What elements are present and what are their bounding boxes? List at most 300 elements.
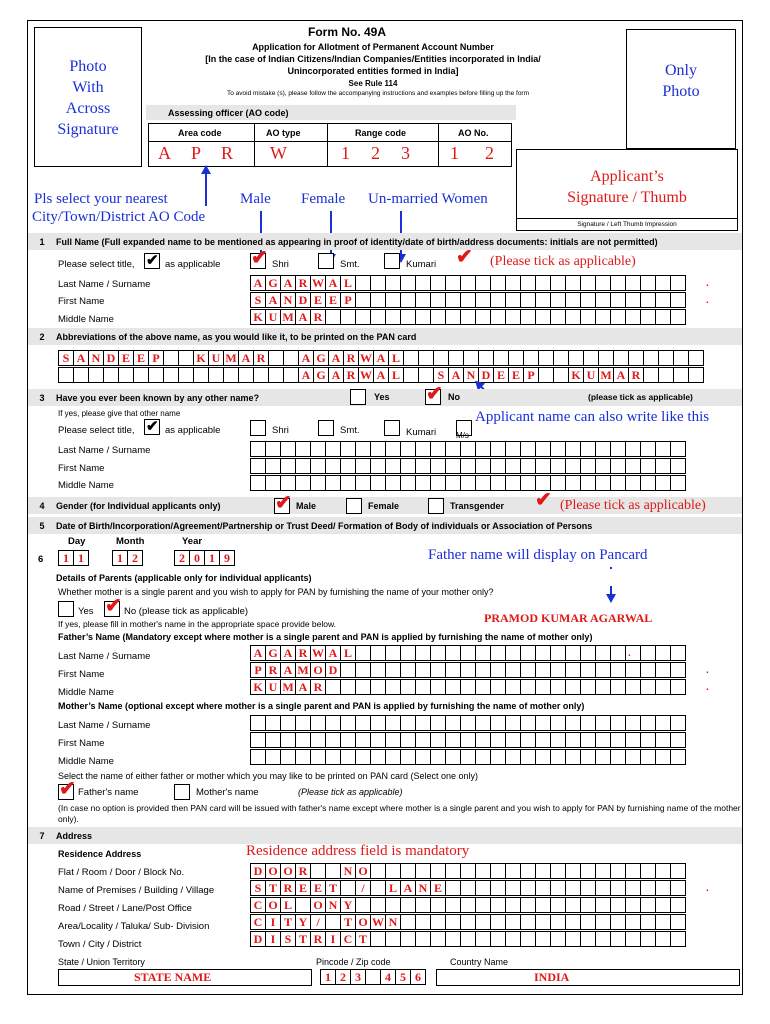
char-cell[interactable] — [565, 275, 581, 291]
char-cell[interactable] — [370, 645, 386, 661]
char-cell[interactable] — [490, 732, 506, 748]
char-cell[interactable]: L — [388, 350, 404, 366]
char-cell[interactable] — [475, 863, 491, 879]
char-cell[interactable] — [625, 458, 641, 474]
char-cell[interactable] — [415, 645, 431, 661]
char-cell[interactable] — [625, 715, 641, 731]
other-name-no-checkbox[interactable] — [425, 383, 443, 405]
char-cell[interactable]: A — [280, 662, 296, 678]
char-cell[interactable] — [415, 931, 431, 947]
father-last-name-cells[interactable] — [250, 645, 686, 661]
char-cell[interactable] — [658, 350, 674, 366]
char-cell[interactable] — [535, 679, 551, 695]
other-middle-name-cells[interactable] — [250, 475, 686, 491]
char-cell[interactable] — [475, 715, 491, 731]
char-cell[interactable]: P — [148, 350, 164, 366]
char-cell[interactable] — [625, 475, 641, 491]
char-cell[interactable] — [325, 309, 341, 325]
char-cell[interactable]: S — [250, 292, 266, 308]
char-cell[interactable] — [370, 275, 386, 291]
char-cell[interactable] — [178, 367, 194, 383]
char-cell[interactable] — [565, 475, 581, 491]
char-cell[interactable] — [598, 350, 614, 366]
char-cell[interactable] — [643, 350, 659, 366]
char-cell[interactable]: S — [58, 350, 74, 366]
char-cell[interactable] — [490, 292, 506, 308]
char-cell[interactable] — [418, 367, 434, 383]
char-cell[interactable] — [403, 367, 419, 383]
char-cell[interactable] — [280, 441, 296, 457]
char-cell[interactable] — [460, 309, 476, 325]
char-cell[interactable] — [475, 679, 491, 695]
char-cell[interactable]: A — [295, 309, 311, 325]
char-cell[interactable] — [550, 863, 566, 879]
char-cell[interactable] — [370, 458, 386, 474]
char-cell[interactable] — [523, 350, 539, 366]
char-cell[interactable]: T — [340, 914, 356, 930]
char-cell[interactable] — [550, 645, 566, 661]
flat-cells[interactable] — [250, 863, 686, 879]
char-cell[interactable] — [535, 749, 551, 765]
char-cell[interactable] — [505, 880, 521, 896]
char-cell[interactable] — [670, 679, 686, 695]
char-cell[interactable] — [430, 475, 446, 491]
char-cell[interactable]: A — [280, 275, 296, 291]
char-cell[interactable] — [268, 350, 284, 366]
char-cell[interactable] — [550, 715, 566, 731]
char-cell[interactable] — [415, 458, 431, 474]
char-cell[interactable] — [595, 880, 611, 896]
char-cell[interactable] — [400, 275, 416, 291]
char-cell[interactable] — [355, 897, 371, 913]
char-cell[interactable]: 1 — [73, 550, 89, 566]
last-name-cells[interactable] — [250, 275, 686, 291]
char-cell[interactable] — [640, 897, 656, 913]
char-cell[interactable] — [355, 679, 371, 695]
other-kumari-checkbox[interactable] — [384, 420, 400, 436]
char-cell[interactable] — [385, 749, 401, 765]
char-cell[interactable] — [445, 679, 461, 695]
char-cell[interactable]: I — [325, 931, 341, 947]
char-cell[interactable] — [655, 880, 671, 896]
char-cell[interactable] — [490, 309, 506, 325]
char-cell[interactable]: N — [88, 350, 104, 366]
char-cell[interactable] — [418, 350, 434, 366]
char-cell[interactable] — [640, 309, 656, 325]
char-cell[interactable] — [610, 475, 626, 491]
char-cell[interactable] — [430, 645, 446, 661]
char-cell[interactable] — [340, 880, 356, 896]
char-cell[interactable]: D — [250, 931, 266, 947]
char-cell[interactable]: M — [223, 350, 239, 366]
char-cell[interactable] — [640, 679, 656, 695]
char-cell[interactable] — [655, 662, 671, 678]
char-cell[interactable]: 3 — [350, 969, 366, 985]
char-cell[interactable]: T — [355, 931, 371, 947]
char-cell[interactable]: K — [250, 679, 266, 695]
char-cell[interactable] — [310, 441, 326, 457]
char-cell[interactable] — [640, 292, 656, 308]
char-cell[interactable] — [610, 897, 626, 913]
char-cell[interactable]: O — [280, 863, 296, 879]
char-cell[interactable] — [475, 645, 491, 661]
char-cell[interactable] — [640, 441, 656, 457]
char-cell[interactable] — [520, 749, 536, 765]
char-cell[interactable]: 1 — [204, 550, 220, 566]
char-cell[interactable] — [520, 914, 536, 930]
char-cell[interactable]: L — [385, 880, 401, 896]
char-cell[interactable] — [490, 662, 506, 678]
char-cell[interactable]: A — [328, 350, 344, 366]
char-cell[interactable] — [535, 732, 551, 748]
char-cell[interactable] — [355, 749, 371, 765]
char-cell[interactable] — [430, 309, 446, 325]
char-cell[interactable] — [535, 662, 551, 678]
char-cell[interactable] — [265, 475, 281, 491]
char-cell[interactable] — [460, 931, 476, 947]
char-cell[interactable] — [430, 863, 446, 879]
char-cell[interactable] — [460, 715, 476, 731]
char-cell[interactable] — [640, 475, 656, 491]
char-cell[interactable] — [625, 914, 641, 930]
char-cell[interactable] — [550, 732, 566, 748]
other-name-yes-checkbox[interactable] — [350, 389, 366, 405]
char-cell[interactable]: A — [73, 350, 89, 366]
char-cell[interactable] — [655, 715, 671, 731]
other-shri-checkbox[interactable] — [250, 420, 266, 436]
char-cell[interactable]: W — [360, 351, 372, 365]
char-cell[interactable]: D — [103, 350, 119, 366]
char-cell[interactable] — [325, 732, 341, 748]
char-cell[interactable] — [580, 309, 596, 325]
char-cell[interactable] — [565, 897, 581, 913]
char-cell[interactable] — [280, 749, 296, 765]
char-cell[interactable] — [385, 897, 401, 913]
char-cell[interactable]: G — [313, 350, 329, 366]
char-cell[interactable] — [253, 367, 269, 383]
char-cell[interactable]: R — [295, 863, 311, 879]
char-cell[interactable] — [415, 749, 431, 765]
char-cell[interactable] — [400, 645, 416, 661]
char-cell[interactable] — [370, 475, 386, 491]
char-cell[interactable] — [583, 350, 599, 366]
char-cell[interactable] — [445, 863, 461, 879]
char-cell[interactable]: A — [298, 367, 314, 383]
char-cell[interactable] — [670, 475, 686, 491]
char-cell[interactable]: / — [355, 880, 371, 896]
char-cell[interactable] — [535, 441, 551, 457]
char-cell[interactable] — [520, 309, 536, 325]
char-cell[interactable]: 5 — [395, 969, 411, 985]
char-cell[interactable]: T — [265, 880, 281, 896]
char-cell[interactable] — [475, 475, 491, 491]
char-cell[interactable] — [538, 350, 554, 366]
char-cell[interactable] — [430, 662, 446, 678]
char-cell[interactable] — [355, 715, 371, 731]
char-cell[interactable] — [580, 732, 596, 748]
char-cell[interactable] — [550, 662, 566, 678]
char-cell[interactable] — [580, 662, 596, 678]
char-cell[interactable] — [475, 732, 491, 748]
char-cell[interactable] — [370, 715, 386, 731]
char-cell[interactable] — [565, 914, 581, 930]
char-cell[interactable] — [490, 863, 506, 879]
char-cell[interactable]: W — [312, 276, 324, 290]
char-cell[interactable] — [670, 715, 686, 731]
char-cell[interactable]: E — [118, 350, 134, 366]
char-cell[interactable] — [355, 662, 371, 678]
char-cell[interactable] — [163, 350, 179, 366]
char-cell[interactable] — [325, 863, 341, 879]
char-cell[interactable] — [463, 350, 479, 366]
char-cell[interactable] — [565, 749, 581, 765]
char-cell[interactable] — [520, 863, 536, 879]
char-cell[interactable] — [535, 275, 551, 291]
char-cell[interactable] — [325, 914, 341, 930]
char-cell[interactable] — [610, 931, 626, 947]
char-cell[interactable] — [250, 715, 266, 731]
char-cell[interactable]: I — [265, 931, 281, 947]
gender-male-checkbox[interactable] — [274, 492, 292, 514]
char-cell[interactable] — [365, 969, 381, 985]
char-cell[interactable]: E — [133, 350, 149, 366]
char-cell[interactable] — [415, 715, 431, 731]
char-cell[interactable]: O — [355, 914, 371, 930]
char-cell[interactable] — [688, 350, 704, 366]
char-cell[interactable] — [520, 441, 536, 457]
char-cell[interactable]: U — [265, 679, 281, 695]
char-cell[interactable] — [385, 441, 401, 457]
char-cell[interactable] — [460, 732, 476, 748]
char-cell[interactable]: E — [493, 367, 509, 383]
char-cell[interactable] — [628, 350, 644, 366]
char-cell[interactable] — [610, 458, 626, 474]
town-cells[interactable] — [250, 931, 686, 947]
char-cell[interactable] — [670, 645, 686, 661]
char-cell[interactable]: N — [325, 897, 341, 913]
char-cell[interactable] — [550, 931, 566, 947]
mother-first-name-cells[interactable] — [250, 732, 686, 748]
char-cell[interactable] — [565, 679, 581, 695]
char-cell[interactable] — [400, 897, 416, 913]
char-cell[interactable] — [445, 645, 461, 661]
char-cell[interactable] — [625, 662, 641, 678]
char-cell[interactable] — [640, 458, 656, 474]
char-cell[interactable] — [310, 458, 326, 474]
char-cell[interactable] — [265, 441, 281, 457]
char-cell[interactable] — [580, 897, 596, 913]
char-cell[interactable] — [268, 367, 284, 383]
char-cell[interactable]: E — [430, 880, 446, 896]
char-cell[interactable] — [370, 679, 386, 695]
char-cell[interactable] — [580, 880, 596, 896]
char-cell[interactable]: R — [280, 880, 296, 896]
char-cell[interactable] — [655, 441, 671, 457]
char-cell[interactable]: 1 — [112, 550, 128, 566]
char-cell[interactable]: O — [310, 662, 326, 678]
char-cell[interactable] — [580, 679, 596, 695]
char-cell[interactable] — [610, 732, 626, 748]
char-cell[interactable] — [280, 715, 296, 731]
char-cell[interactable] — [430, 292, 446, 308]
char-cell[interactable] — [640, 715, 656, 731]
area-cells[interactable] — [250, 914, 686, 930]
char-cell[interactable]: A — [298, 350, 314, 366]
char-cell[interactable]: R — [310, 679, 326, 695]
char-cell[interactable] — [238, 367, 254, 383]
char-cell[interactable] — [505, 292, 521, 308]
char-cell[interactable] — [400, 749, 416, 765]
char-cell[interactable] — [490, 880, 506, 896]
char-cell[interactable] — [370, 292, 386, 308]
char-cell[interactable]: 9 — [219, 550, 235, 566]
char-cell[interactable] — [655, 458, 671, 474]
char-cell[interactable] — [580, 863, 596, 879]
char-cell[interactable] — [325, 749, 341, 765]
char-cell[interactable] — [595, 662, 611, 678]
char-cell[interactable]: 1 — [58, 550, 74, 566]
premises-cells[interactable] — [250, 880, 686, 896]
char-cell[interactable] — [520, 662, 536, 678]
char-cell[interactable] — [415, 662, 431, 678]
char-cell[interactable] — [310, 475, 326, 491]
char-cell[interactable] — [148, 367, 164, 383]
char-cell[interactable]: C — [250, 897, 266, 913]
char-cell[interactable] — [538, 367, 554, 383]
char-cell[interactable] — [445, 292, 461, 308]
char-cell[interactable] — [520, 458, 536, 474]
char-cell[interactable] — [223, 367, 239, 383]
single-parent-yes-checkbox[interactable] — [58, 601, 74, 617]
char-cell[interactable]: R — [310, 931, 326, 947]
char-cell[interactable] — [340, 749, 356, 765]
char-cell[interactable] — [118, 367, 134, 383]
char-cell[interactable]: R — [628, 367, 644, 383]
char-cell[interactable]: K — [568, 367, 584, 383]
char-cell[interactable] — [490, 645, 506, 661]
char-cell[interactable]: C — [250, 914, 266, 930]
char-cell[interactable] — [490, 931, 506, 947]
char-cell[interactable] — [610, 309, 626, 325]
char-cell[interactable] — [445, 880, 461, 896]
char-cell[interactable] — [340, 715, 356, 731]
char-cell[interactable] — [430, 458, 446, 474]
char-cell[interactable] — [400, 309, 416, 325]
char-cell[interactable] — [610, 292, 626, 308]
char-cell[interactable] — [415, 275, 431, 291]
char-cell[interactable]: D — [325, 662, 341, 678]
char-cell[interactable]: U — [265, 309, 281, 325]
gender-transgender-checkbox[interactable] — [428, 498, 444, 514]
char-cell[interactable]: E — [295, 880, 311, 896]
char-cell[interactable] — [595, 292, 611, 308]
char-cell[interactable] — [460, 292, 476, 308]
char-cell[interactable] — [400, 292, 416, 308]
char-cell[interactable] — [505, 275, 521, 291]
char-cell[interactable] — [640, 863, 656, 879]
char-cell[interactable] — [655, 931, 671, 947]
char-cell[interactable] — [370, 897, 386, 913]
char-cell[interactable] — [670, 458, 686, 474]
char-cell[interactable] — [670, 931, 686, 947]
char-cell[interactable]: G — [265, 275, 281, 291]
char-cell[interactable] — [655, 645, 671, 661]
char-cell[interactable]: Y — [295, 914, 311, 930]
char-cell[interactable] — [670, 749, 686, 765]
char-cell[interactable]: S — [280, 931, 296, 947]
char-cell[interactable]: M — [295, 662, 311, 678]
char-cell[interactable] — [385, 475, 401, 491]
char-cell[interactable]: O — [265, 897, 281, 913]
char-cell[interactable] — [460, 662, 476, 678]
char-cell[interactable] — [520, 475, 536, 491]
char-cell[interactable] — [535, 914, 551, 930]
char-cell[interactable] — [415, 897, 431, 913]
char-cell[interactable] — [163, 367, 179, 383]
char-cell[interactable] — [610, 914, 626, 930]
char-cell[interactable] — [520, 715, 536, 731]
char-cell[interactable] — [310, 749, 326, 765]
char-cell[interactable] — [625, 749, 641, 765]
char-cell[interactable]: 2 — [127, 550, 143, 566]
char-cell[interactable] — [460, 679, 476, 695]
char-cell[interactable] — [178, 350, 194, 366]
char-cell[interactable] — [355, 475, 371, 491]
char-cell[interactable] — [250, 458, 266, 474]
char-cell[interactable] — [520, 931, 536, 947]
char-cell[interactable]: L — [388, 367, 404, 383]
char-cell[interactable] — [265, 732, 281, 748]
char-cell[interactable] — [400, 662, 416, 678]
char-cell[interactable] — [430, 914, 446, 930]
char-cell[interactable] — [625, 732, 641, 748]
char-cell[interactable] — [550, 309, 566, 325]
char-cell[interactable] — [265, 749, 281, 765]
char-cell[interactable] — [295, 458, 311, 474]
char-cell[interactable]: U — [208, 350, 224, 366]
char-cell[interactable] — [595, 679, 611, 695]
single-parent-no-checkbox[interactable] — [104, 595, 122, 617]
char-cell[interactable] — [208, 367, 224, 383]
char-cell[interactable] — [325, 715, 341, 731]
char-cell[interactable] — [475, 662, 491, 678]
char-cell[interactable] — [430, 441, 446, 457]
char-cell[interactable] — [280, 475, 296, 491]
char-cell[interactable]: A — [280, 645, 296, 661]
char-cell[interactable] — [520, 880, 536, 896]
char-cell[interactable] — [355, 275, 371, 291]
char-cell[interactable] — [553, 367, 569, 383]
char-cell[interactable] — [310, 732, 326, 748]
char-cell[interactable] — [490, 914, 506, 930]
other-smt-checkbox[interactable] — [318, 420, 334, 436]
char-cell[interactable] — [415, 441, 431, 457]
char-cell[interactable] — [475, 914, 491, 930]
char-cell[interactable]: R — [310, 309, 326, 325]
char-cell[interactable] — [550, 897, 566, 913]
char-cell[interactable] — [610, 441, 626, 457]
char-cell[interactable] — [550, 679, 566, 695]
char-cell[interactable] — [445, 914, 461, 930]
char-cell[interactable]: N — [280, 292, 296, 308]
char-cell[interactable] — [415, 863, 431, 879]
char-cell[interactable]: N — [340, 863, 356, 879]
char-cell[interactable] — [475, 309, 491, 325]
char-cell[interactable] — [505, 914, 521, 930]
char-cell[interactable] — [505, 309, 521, 325]
char-cell[interactable] — [280, 732, 296, 748]
char-cell[interactable] — [490, 679, 506, 695]
